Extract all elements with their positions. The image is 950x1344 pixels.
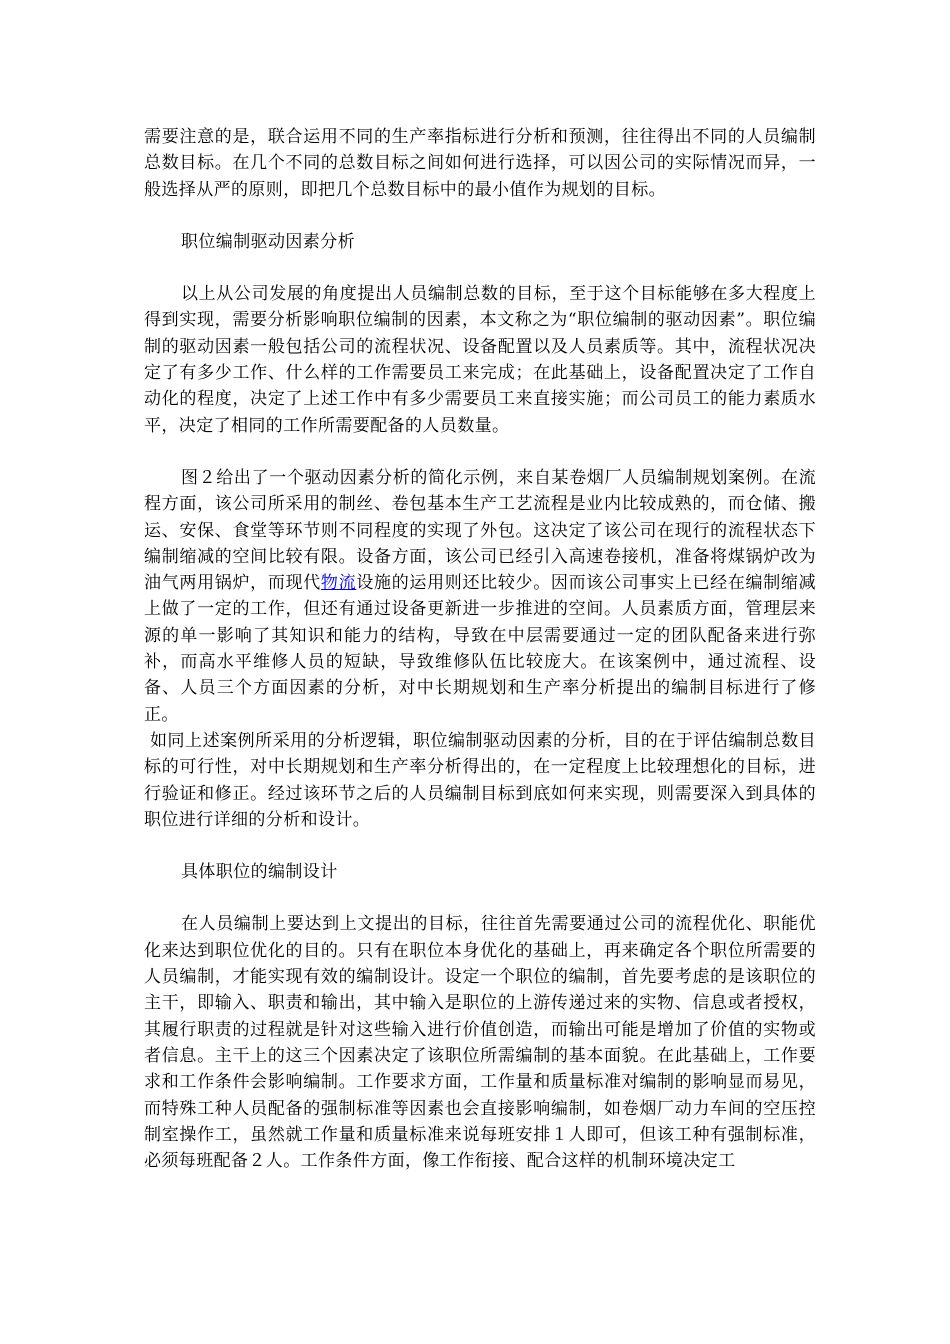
paragraph-driving-factors: 以上从公司发展的角度提出人员编制总数的目标，至于这个目标能够在多大程度上得到实现，需要分析影响职位编制的因素，本文称之为“职位编制的驱动因素”。职位编制的驱动因素一般包括公司的流程状况、设备配置以及人员素质等。其中，流程状况决定了有多少工作、什么样的工作需要员工来完成；在此基础上，设备配置决定了工作自动化的程度，决定了上述工作中有多少需要员工来直接实施；而公司员工的能力素质水平，决定了相同的工作所需要配备的人员数量。 <box>144 284 816 436</box>
document-page <box>144 124 816 1174</box>
paragraph-gap <box>144 203 816 229</box>
section-heading-driving-factors: 职位编制驱动因素分析 <box>181 231 355 252</box>
paragraph-gap <box>144 833 816 859</box>
case-example-text-part1: 图２给出了一个驱动因素分析的简化示例，来自某卷烟厂人员编制规划案例。在流程方面，该公司所采用的制丝、卷包基本生产工艺流程是业内比较成熟的，而仓储、搬运、安保、食堂等环节则不同程度的实现了外包。这决定了该公司在现行的流程状态下编制缩减的空间比较有限。设备方面，该公司已经引入高速卷接机，准备将煤锅炉改为油气两用锅炉，而现代 <box>144 467 816 594</box>
paragraph-case-example <box>144 465 816 833</box>
paragraph-position-design: 在人员编制上要达到上文提出的目标，往往首先需要通过公司的流程优化、职能优化来达到职位优化的目的。只有在职位本身优化的基础上，再来确定各个职位所需要的人员编制，才能实现有效的编制设计。设定一个职位的编制，首先要考虑的是该职位的主干，即输入、职责和输出，其中输入是职位的上游传递过来的实物、信息或者授权，其履行职责的过程就是针对这些输入进行价值创造，而输出可能是增加了价值的实物或者信息。主干上的这三个因素决定了该职位所需编制的基本面貌。在此基础上，工作要求和工作条件会影响编制。工作要求方面，工作量和质量标准对编制的影响显而易见，而特殊工种人员配备的强制标准等因素也会直接影响编制，如卷烟厂动力车间的空压控制室操作工，虽然就工作量和质量标准来说每班安排１人即可，但该工种有强制标准，必须每班配备２人。工作条件方面，像工作衔接、配合这样的机制环境决定工 <box>144 914 816 1172</box>
case-example-text-part3: 如同上述案例所采用的分析逻辑，职位编制驱动因素的分析，目的在于评估编制总数目标的可行性，对中长期规划和生产率分析得出的，在一定程度上比较理想化的目标，进行验证和修正。经过该环节之后的人员编制目标到底如何来实现，则需要深入到具体的职位进行详细的分析和设计。 <box>144 730 816 830</box>
case-example-text-part2: 设施的运用则还比较少。因而该公司事实上已经在编制缩减上做了一定的工作，但还有通过设备更新进一步推进的空间。人员素质方面，管理层来源的单一影响了其知识和能力的结构，导致在中层需要通过一定的团队配备来进行弥补，而高水平维修人员的短缺，导致维修队伍比较庞大。在该案例中，通过流程、设备、人员三个方面因素的分析，对中长期规划和生产率分析提出的编制目标进行了修正。 <box>144 573 816 725</box>
paragraph-gap <box>144 439 816 465</box>
logistics-link[interactable]: 物流 <box>320 573 357 594</box>
paragraph-gap <box>144 885 816 911</box>
paragraph-gap <box>144 255 816 281</box>
section-heading-position-design: 具体职位的编制设计 <box>181 862 338 883</box>
paragraph-productivity-targets: 需要注意的是，联合运用不同的生产率指标进行分析和预测，往往得出不同的人员编制总数目标。在几个不同的总数目标之间如何进行选择，可以因公司的实际情况而异，一般选择从严的原则，即把几个总数目标中的最小值作为规划的目标。 <box>144 127 816 200</box>
